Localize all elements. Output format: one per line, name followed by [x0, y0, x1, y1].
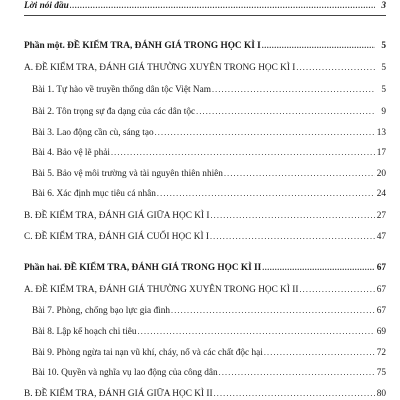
toc-entry-page: 9: [381, 107, 386, 117]
toc-entry-page: 72: [376, 348, 386, 358]
toc-section-2a: [24, 284, 386, 296]
toc-lesson-2: [32, 106, 386, 118]
toc-entry-page: 67: [376, 263, 386, 273]
toc-entry-title: Bài 4. Bảo vệ lẽ phải: [32, 148, 110, 158]
toc-entry-page: 47: [376, 232, 386, 242]
dot-leader: [262, 40, 375, 52]
toc-entry-title: Bài 3. Lao động cần cù, sáng tạo: [32, 128, 154, 138]
toc-lesson-8: [32, 326, 386, 338]
dot-leader: [210, 231, 375, 243]
toc-lesson-6: [32, 188, 386, 200]
toc-entry-title: A. ĐỀ KIỂM TRA, ĐÁNH GIÁ THƯỜNG XUYÊN TRONG HỌC KÌ I: [24, 63, 296, 73]
toc-entry-page: 5: [381, 63, 386, 73]
toc-entry-title: Bài 7. Phòng, chống bạo lực gia đình: [32, 306, 171, 316]
toc-lesson-4: [32, 147, 386, 159]
toc-entry-page: 17: [376, 148, 386, 158]
toc-entry-page: 13: [376, 128, 386, 138]
toc-entry-title: Phần một. ĐỀ KIỂM TRA, ĐÁNH GIÁ TRONG HỌC KÌ I: [24, 41, 261, 51]
dot-leader: [262, 262, 375, 274]
toc-section-1c: [24, 231, 386, 243]
toc-entry-page: 24: [376, 189, 386, 199]
toc-entry-title: Bài 6. Xác định mục tiêu cá nhân: [32, 189, 156, 199]
toc-entry-title: C. ĐỀ KIỂM TRA, ĐÁNH GIÁ CUỐI HỌC KÌ I: [24, 232, 209, 242]
toc-lesson-7: [32, 305, 386, 317]
toc-section-1b: [24, 210, 386, 222]
toc-entry-title: Lời nói đầu: [24, 1, 69, 11]
toc-lesson-5: [32, 168, 386, 180]
dot-leader: [111, 147, 375, 159]
toc-entry-title: Bài 8. Lập kế hoạch chi tiêu: [32, 327, 137, 337]
toc-entry-page: 67: [376, 306, 386, 316]
dot-leader: [299, 284, 375, 296]
toc-entry-preface: [24, 0, 386, 12]
dot-leader: [155, 127, 375, 139]
dot-leader: [264, 347, 375, 359]
dot-leader: [196, 106, 375, 118]
dot-leader: [157, 188, 375, 200]
toc-entry-title: Bài 10. Quyền và nghĩa vụ lao động của công dân: [32, 368, 218, 378]
toc-entry-title: B. ĐỀ KIỂM TRA, ĐÁNH GIÁ GIỮA HỌC KÌ II: [24, 389, 213, 399]
toc-part-2: [24, 262, 386, 274]
toc-entry-title: Phần hai. ĐỀ KIỂM TRA, ĐÁNH GIÁ TRONG HỌC KÌ II: [24, 263, 262, 273]
toc-entry-title: Bài 5. Bảo vệ môi trường và tài nguyên thiên nhiên: [32, 169, 223, 179]
dot-leader: [296, 62, 375, 74]
toc-entry-page: 75: [376, 368, 386, 378]
dot-leader: [219, 367, 375, 379]
dot-leader: [210, 210, 375, 222]
toc-entry-title: Bài 2. Tôn trọng sự đa dạng của các dân tộc: [32, 107, 196, 117]
toc-lesson-3: [32, 127, 386, 139]
dot-leader: [171, 305, 375, 317]
toc-entry-page: 5: [381, 85, 386, 95]
toc-entry-title: Bài 1. Tự hào về truyền thống dân tộc Việt Nam: [32, 85, 211, 95]
dot-leader: [212, 84, 375, 96]
toc-entry-page: 27: [376, 211, 386, 221]
toc-lesson-1: [32, 84, 386, 96]
toc-entry-page: 5: [381, 41, 386, 51]
toc-entry-title: B. ĐỀ KIỂM TRA, ĐÁNH GIÁ GIỮA HỌC KÌ I: [24, 211, 210, 221]
toc-entry-title: Bài 9. Phòng ngừa tai nạn vũ khí, cháy, nổ và các chất độc hại: [32, 348, 263, 358]
dot-leader: [214, 388, 375, 400]
toc-entry-page: 69: [376, 327, 386, 337]
dot-leader: [138, 326, 375, 338]
toc-section-1a: [24, 62, 386, 74]
toc-entry-page: 20: [376, 169, 386, 179]
toc-entry-page: 67: [376, 285, 386, 295]
toc-entry-title: A. ĐỀ KIỂM TRA, ĐÁNH GIÁ THƯỜNG XUYÊN TRONG HỌC KÌ II: [24, 285, 299, 295]
toc-lesson-9: [32, 347, 386, 359]
toc-section-2b: [24, 388, 386, 400]
toc-entry-page: 3: [381, 1, 386, 11]
dot-leader: [70, 0, 375, 12]
dot-leader: [224, 168, 375, 180]
toc-part-1: [24, 40, 386, 52]
toc-lesson-10: [32, 367, 386, 379]
toc-entry-page: 80: [376, 389, 386, 399]
divider: [24, 15, 386, 16]
